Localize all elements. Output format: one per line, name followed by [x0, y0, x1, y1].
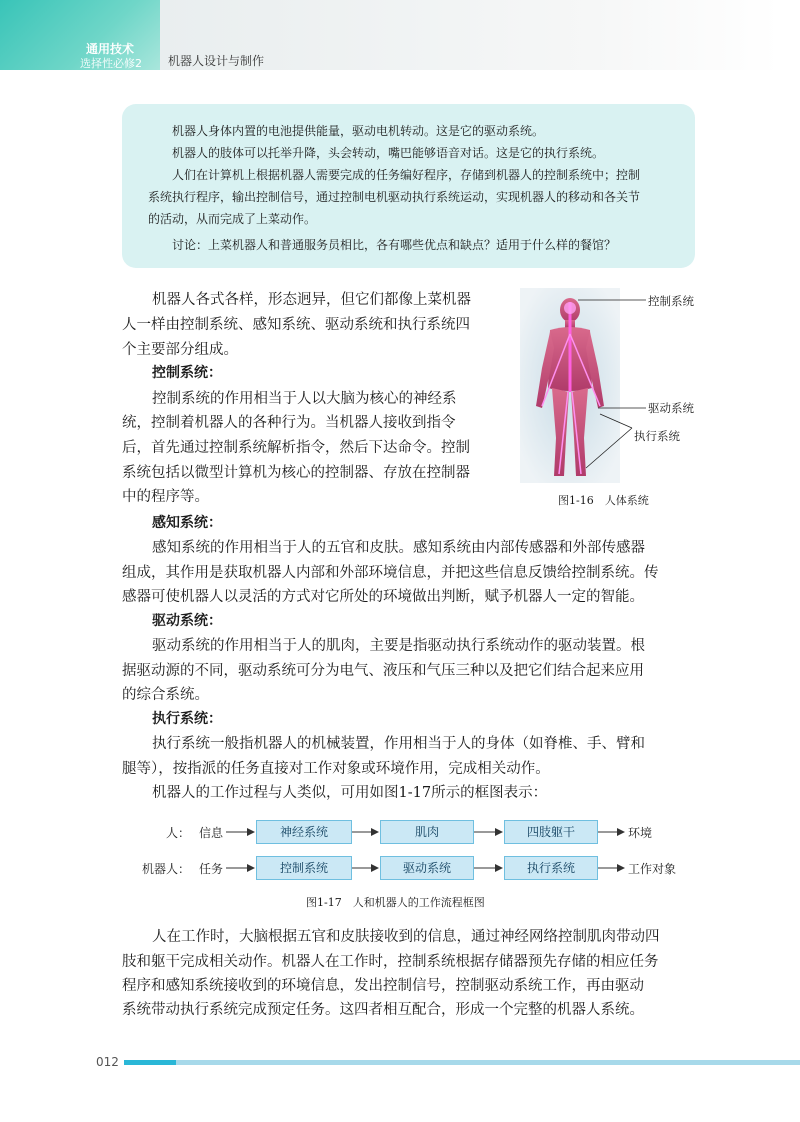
label-control-system: 控制系统: [648, 294, 694, 308]
final-line3: 程序和感知系统接收到的环境信息，发出控制信号，控制驱动系统工作，再由驱动: [122, 978, 644, 994]
control-line4: 系统包括以微型计算机为核心的控制器、存放在控制器: [122, 465, 470, 481]
heading-control: 控制系统：: [152, 365, 222, 381]
sense-line3: 感器可使机器人以灵活的方式对它所处的环境做出判断，赋予机器人一定的智能。: [122, 589, 644, 605]
sense-line1: 感知系统的作用相当于人的五官和皮肤。感知系统由内部传感器和外部传感器: [152, 540, 645, 556]
row1-box-2: 肌肉: [380, 820, 474, 844]
row2-output: 工作对象: [628, 862, 677, 876]
intro-line1: 机器人各式各样，形态迥异，但它们都像上菜机器: [152, 292, 471, 308]
exec-line2: 腿等），按指派的任务直接对工作对象或环境作用，完成相关动作。: [122, 761, 550, 777]
callout-p3a: 人们在计算机上根据机器人需要完成的任务编好程序，存储到机器人的控制系统中；控制: [172, 168, 641, 182]
control-line2: 统，控制着机器人的各种行为。当机器人接收到指令: [122, 415, 456, 431]
row1-label: 人：: [166, 826, 191, 840]
row1-box-1: 神经系统: [256, 820, 352, 844]
row2-label: 机器人：: [142, 862, 191, 876]
callout-discussion: 讨论：上菜机器人和普通服务员相比，各有哪些优点和缺点？适用于什么样的餐馆？: [172, 238, 617, 252]
row1-input: 信息: [199, 826, 224, 840]
row2-box-1: 控制系统: [256, 856, 352, 880]
row2-box-2: 驱动系统: [380, 856, 474, 880]
heading-sense: 感知系统：: [152, 515, 222, 531]
final-line1: 人在工作时，大脑根据五官和皮肤接收到的信息，通过神经网络控制肌肉带动四: [152, 929, 660, 945]
footer-bar-light: [176, 1060, 800, 1065]
final-line2: 肢和躯干完成相关动作。机器人在工作时，控制系统根据存储器预先存储的相应任务: [122, 954, 659, 970]
callout-p3c: 的活动，从而完成了上菜动作。: [148, 212, 317, 226]
sense-line2: 组成，其作用是获取机器人内部和外部环境信息，并把这些信息反馈给控制系统。传: [122, 565, 659, 581]
control-line3: 后，首先通过控制系统解析指令，然后下达命令。控制: [122, 440, 470, 456]
figure16-caption: 图1-16 人体系统: [558, 494, 649, 507]
control-line1: 控制系统的作用相当于人以大脑为核心的神经系: [152, 391, 457, 407]
control-line5: 中的程序等。: [122, 489, 209, 505]
row2-box-3: 执行系统: [504, 856, 598, 880]
exec-line1: 执行系统一般指机器人的机械装置，作用相当于人的身体（如脊椎、手、臂和: [152, 736, 645, 752]
footer-bar-accent: [124, 1060, 176, 1065]
heading-drive: 驱动系统：: [152, 613, 222, 629]
label-drive-system: 驱动系统: [648, 401, 694, 415]
series-subtitle: 选择性必修2: [80, 57, 142, 70]
series-title: 通用技术: [86, 42, 135, 56]
callout-p2: 机器人的肢体可以托举升降，头会转动，嘴巴能够语音对话。这是它的执行系统。: [172, 146, 605, 160]
final-line4: 系统带动执行系统完成预定任务。这四者相互配合，形成一个完整的机器人系统。: [122, 1002, 644, 1018]
row1-box-3: 四肢躯干: [504, 820, 598, 844]
heading-exec: 执行系统：: [152, 711, 222, 727]
label-exec-system: 执行系统: [634, 429, 680, 443]
page-number: 012: [96, 1055, 119, 1069]
chapter-title: 机器人设计与制作: [168, 54, 265, 68]
callout-p1: 机器人身体内置的电池提供能量，驱动电机转动。这是它的驱动系统。: [172, 124, 545, 138]
row1-output: 环境: [628, 826, 653, 840]
figure17-caption: 图1-17 人和机器人的工作流程框图: [306, 896, 485, 909]
drive-line2: 据驱动源的不同，驱动系统可分为电气、液压和气压三种以及把它们结合起来应用: [122, 663, 644, 679]
drive-line1: 驱动系统的作用相当于人的肌肉，主要是指驱动执行系统动作的驱动装置。根: [152, 638, 645, 654]
intro-line2: 人一样由控制系统、感知系统、驱动系统和执行系统四: [122, 317, 470, 333]
exec-line3: 机器人的工作过程与人类似，可用如图1-17所示的框图表示：: [152, 785, 548, 801]
callout-p3b: 系统执行程序，输出控制信号，通过控制电机驱动执行系统运动，实现机器人的移动和各关节: [148, 190, 641, 204]
drive-line3: 的综合系统。: [122, 687, 209, 703]
intro-line3: 个主要部分组成。: [122, 342, 238, 358]
row2-input: 任务: [199, 862, 224, 876]
